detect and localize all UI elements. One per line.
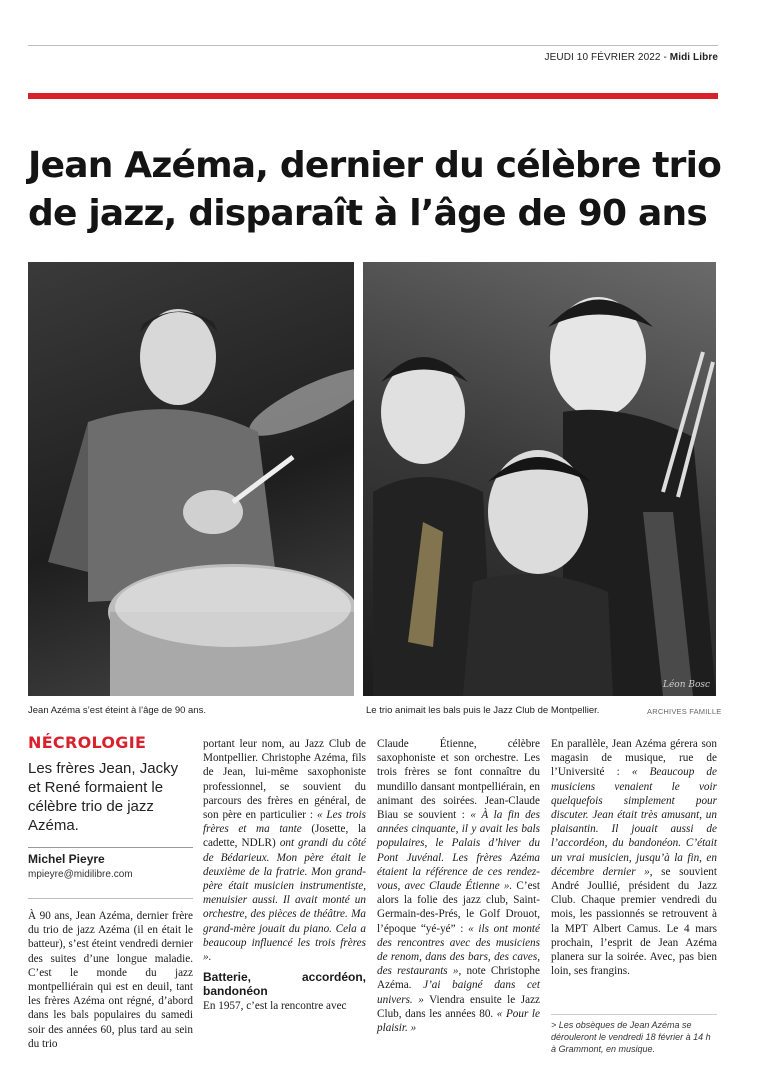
article-lede: Les frères Jean, Jacky et René formaient le célèbre trio de jazz Azéma. [28,760,179,834]
photo-caption-right: Le trio animait les bals puis le Jazz Club de Montpellier. [366,705,600,716]
intertitle: Batterie, accordéon, bandonéon [203,970,366,999]
dateline-separator: - [660,52,670,63]
page-dateline [545,52,718,63]
body-column-2 [203,737,366,1013]
byline [28,847,193,880]
author-email[interactable]: mpieyre@midilibre.com [28,869,133,880]
body-column-3 [377,737,540,1035]
section-red-bar [28,93,718,99]
body-paragraph: En 1957, c’est la rencontre avec [203,1000,347,1013]
body-column-1 [28,909,193,1051]
author-name: Michel Pieyre [28,852,105,866]
body-paragraph: portant leur nom, au Jazz Club de Montpellier. Christophe Azéma, fils de Jean, lui-même saxophoniste professionnel, se souvient du parcours des frères en général, de son père en particulier : « Les trois frères et ma tante (Josette, la cadette, NDLR) ont grandi du côté de Bédarieux. Mon père était le deuxième de la fratrie. Mon grand-père était musicien instrumentiste, menuisier aussi. Il avait monté un orchestre, des pièces de théâtre. Ma grand-mère jouait du piano. Cela a beaucoup influencé les trois frères ». [203,738,366,964]
photo-drummer [28,262,354,696]
byline-rule [28,898,193,899]
newspaper-name: Midi Libre [669,52,718,63]
photo-credit: ARCHIVES FAMILLE [647,707,722,716]
issue-date: JEUDI 10 FÉVRIER 2022 [544,52,661,63]
photo-trio [363,262,716,696]
body-paragraph: Claude Étienne, célèbre saxophoniste et son orchestre. Les trois frères se font connaître du mundillo dansant montpelliérain, en animant des soirées. Jean-Claude Biau se souvient : « À la fin des années cinquante, il y avait les bals populaires, le Palais d’hiver du Pont Juvénal. Les frères Azéma étaient la référence de ces rendez-vous, avec Claude Étienne ». C’est alors la folie des jazz club, Saint-Germain-des-Prés, le Golf Drouot, l’époque “yé-yé” : « ils ont monté des rencontres avec des musiciens de renom, dans des bars, des caves, des restaurants », note Christophe Azéma. J’ai baigné dans cet univers. » Viendra ensuite le Jazz Club, dans les années 80. « Pour le plaisir. » [377,738,541,1035]
body-paragraph: À 90 ans, Jean Azéma, dernier frère du trio de jazz Azéma (il en était le batteur), s’est éteint vendredi dernier des suites d’une longue maladie. C’est le monde du jazz montpelliérain qui est en deuil, tant les frères Azéma ont régné, d’abord dans les bals populaires du samedi soir des années 60, plus tard au sein du trio [28,910,193,1050]
drummer-photo-illustration [28,262,354,696]
trio-photo-illustration [363,262,716,696]
body-paragraph: En parallèle, Jean Azéma gérera son magasin de musique, rue de l’Université : « Beaucoup de musiciens venaient le voir quelquefois simplement pour discuter. Jean était très amusant, un plaisantin. Il jouait aussi de l’accordéon, du bandonéon. C’était un vrai musicien, jusqu’à la fin, en décembre dernier », se souvient André Joullié, président du Jazz Club. Chaque premier vendredi du mois, les passionnés se retrouvent à la MPT Albert Camus. Le 4 mars prochain, l’esprit de Jean Azéma planera sur la soirée. Avec, pas bien loin, ses frangins. [551,738,717,978]
body-column-4 [551,737,717,978]
article-headline: Jean Azéma, dernier du célèbre trio de jazz, disparaît à l’âge de 90 ans [28,145,722,234]
photo-caption-left: Jean Azéma s’est éteint à l’âge de 90 ans. [28,705,206,716]
header-rule [28,45,718,46]
section-rubric: NÉCROLOGIE [28,733,147,752]
photographer-signature: Léon Bosc [663,680,711,690]
funeral-note: > Les obsèques de Jean Azéma se dérouleront le vendredi 18 février à 14 h à Grammont, en musique. [551,1014,717,1055]
